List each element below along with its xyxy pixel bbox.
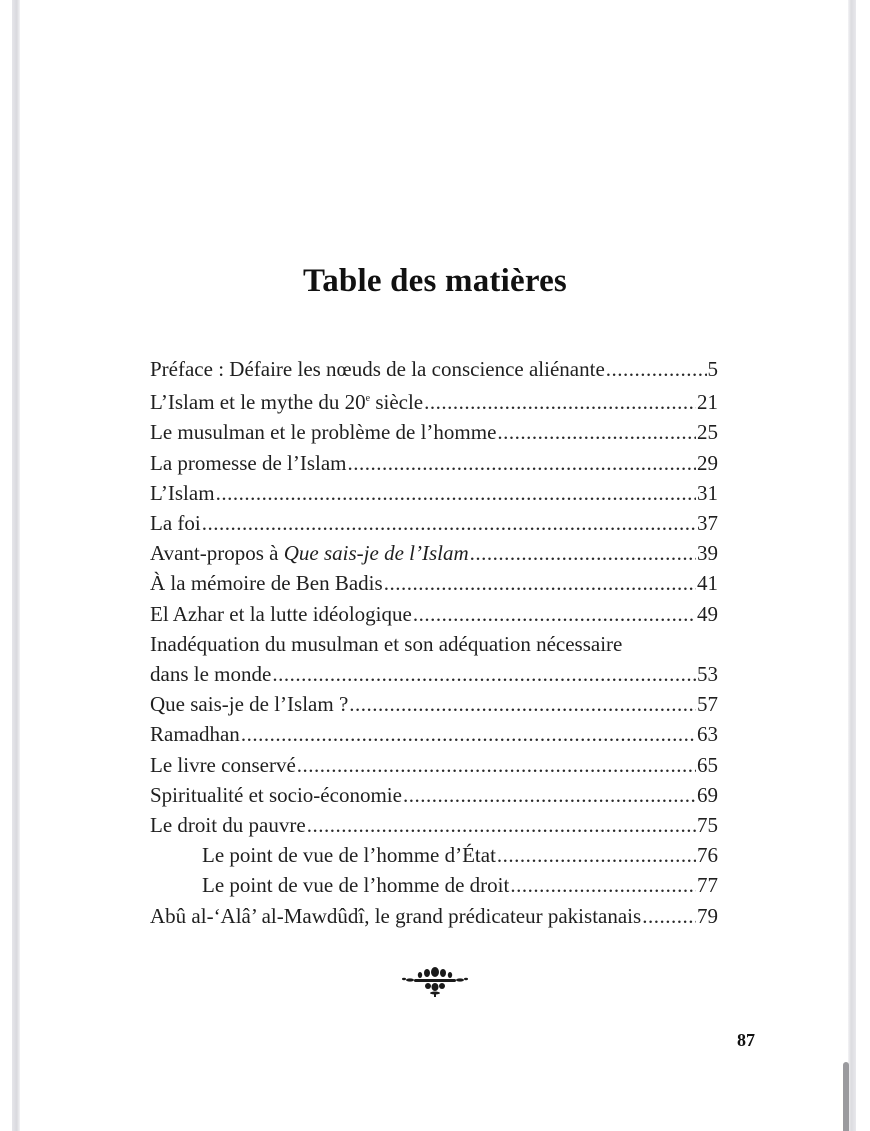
toc-entry-title: La promesse de l’Islam <box>150 450 347 475</box>
fleuron-ornament-icon <box>400 962 470 998</box>
toc-entry[interactable] <box>150 478 718 508</box>
toc-entry-title: À la mémoire de Ben Badis <box>150 571 383 596</box>
leader-dots <box>272 659 696 689</box>
toc-entry[interactable] <box>150 354 718 384</box>
leader-dots <box>497 840 696 870</box>
toc-entry-title: dans le monde <box>150 662 272 687</box>
toc-entry-page: 21 <box>697 390 718 415</box>
toc-entry[interactable] <box>150 810 718 840</box>
toc-entry-title: Spiritualité et socio-économie <box>150 782 402 807</box>
toc-entry[interactable] <box>150 750 718 780</box>
toc-entry-title: Le musulman et le problème de l’homme <box>150 420 497 445</box>
toc-entry-page: 57 <box>697 692 718 717</box>
toc-entry[interactable] <box>150 538 718 568</box>
toc-entry[interactable] <box>150 384 718 417</box>
toc-entry-page: 49 <box>697 601 718 626</box>
leader-dots <box>642 901 696 931</box>
toc-entry-page: 53 <box>697 662 718 687</box>
page-title: Table des matières <box>303 263 567 299</box>
toc-entry-page: 79 <box>697 903 718 928</box>
page-edge-left <box>12 0 20 1131</box>
leader-dots <box>307 810 696 840</box>
toc-entry-multiline[interactable] <box>150 629 718 689</box>
leader-dots <box>349 689 696 719</box>
toc-entry-title: Le livre conservé <box>150 752 296 777</box>
leader-dots <box>424 387 696 417</box>
toc-entry-page: 37 <box>697 511 718 536</box>
toc-subentry[interactable] <box>150 870 718 900</box>
toc-entry-title: L’Islam <box>150 480 215 505</box>
page-edge-right <box>848 0 856 1131</box>
title-text: L’Islam et le mythe du 20 <box>150 390 366 415</box>
toc-entry-title: El Azhar et la lutte idéologique <box>150 601 412 626</box>
toc-entry-line <box>150 629 718 659</box>
title-italic-text: Que sais-je de l’Islam <box>283 541 469 566</box>
toc-entry-title: Abû al-‘Alâ’ al-Mawdûdî, le grand prédicateur pakistanais <box>150 903 642 928</box>
toc-entry-page: 77 <box>697 873 718 898</box>
toc-entry[interactable] <box>150 599 718 629</box>
leader-dots <box>384 568 696 598</box>
toc-entry-title: Ramadhan <box>150 722 240 747</box>
leader-dots <box>470 538 696 568</box>
toc-entry-page: 29 <box>697 450 718 475</box>
toc-subentry[interactable] <box>150 840 718 870</box>
leader-dots <box>510 870 696 900</box>
table-of-contents <box>150 354 718 931</box>
page-number: 87 <box>737 1030 755 1050</box>
toc-entry[interactable] <box>150 568 718 598</box>
toc-entry-page: 39 <box>697 541 718 566</box>
superscript: e <box>365 393 371 405</box>
leader-dots <box>297 750 696 780</box>
toc-entry[interactable] <box>150 901 718 931</box>
toc-entry-page: 75 <box>697 813 718 838</box>
leader-dots <box>413 599 696 629</box>
toc-entry-title: La foi <box>150 511 201 536</box>
toc-entry-page: 41 <box>697 571 718 596</box>
leader-dots <box>202 508 696 538</box>
toc-entry[interactable] <box>150 417 718 447</box>
leader-dots <box>348 448 696 478</box>
toc-entry-title <box>150 538 469 568</box>
scrollbar-thumb[interactable] <box>843 1062 849 1131</box>
toc-entry-page: 63 <box>697 722 718 747</box>
leader-dots <box>403 780 696 810</box>
toc-entry-page: 69 <box>697 782 718 807</box>
toc-entry[interactable] <box>150 448 718 478</box>
leader-dots <box>216 478 696 508</box>
toc-entry-title: Que sais-je de l’Islam ? <box>150 692 349 717</box>
toc-entry[interactable] <box>150 780 718 810</box>
toc-entry[interactable] <box>150 508 718 538</box>
leader-dots <box>497 417 696 447</box>
toc-entry-title: Inadéquation du musulman et son adéquation nécessaire <box>150 631 623 656</box>
leader-dots <box>241 719 696 749</box>
title-text: Avant-propos à <box>150 541 284 566</box>
title-text: siècle <box>370 390 424 415</box>
toc-entry-page: 65 <box>697 752 718 777</box>
toc-entry[interactable] <box>150 719 718 749</box>
toc-entry-page: 25 <box>697 420 718 445</box>
toc-entry-page: 5 <box>707 357 718 381</box>
toc-entry-title: Préface : Défaire les nœuds de la conscience aliénante <box>150 357 605 381</box>
toc-entry-title: Le point de vue de l’homme d’État <box>202 843 496 868</box>
toc-entry-line <box>150 659 718 689</box>
toc-entry-page: 76 <box>697 843 718 868</box>
toc-entry-title: Le droit du pauvre <box>150 813 306 838</box>
toc-entry-title <box>150 384 423 417</box>
toc-entry-title: Le point de vue de l’homme de droit <box>202 873 510 898</box>
toc-entry-page: 31 <box>697 480 718 505</box>
leader-dots <box>606 354 707 384</box>
toc-entry[interactable] <box>150 689 718 719</box>
